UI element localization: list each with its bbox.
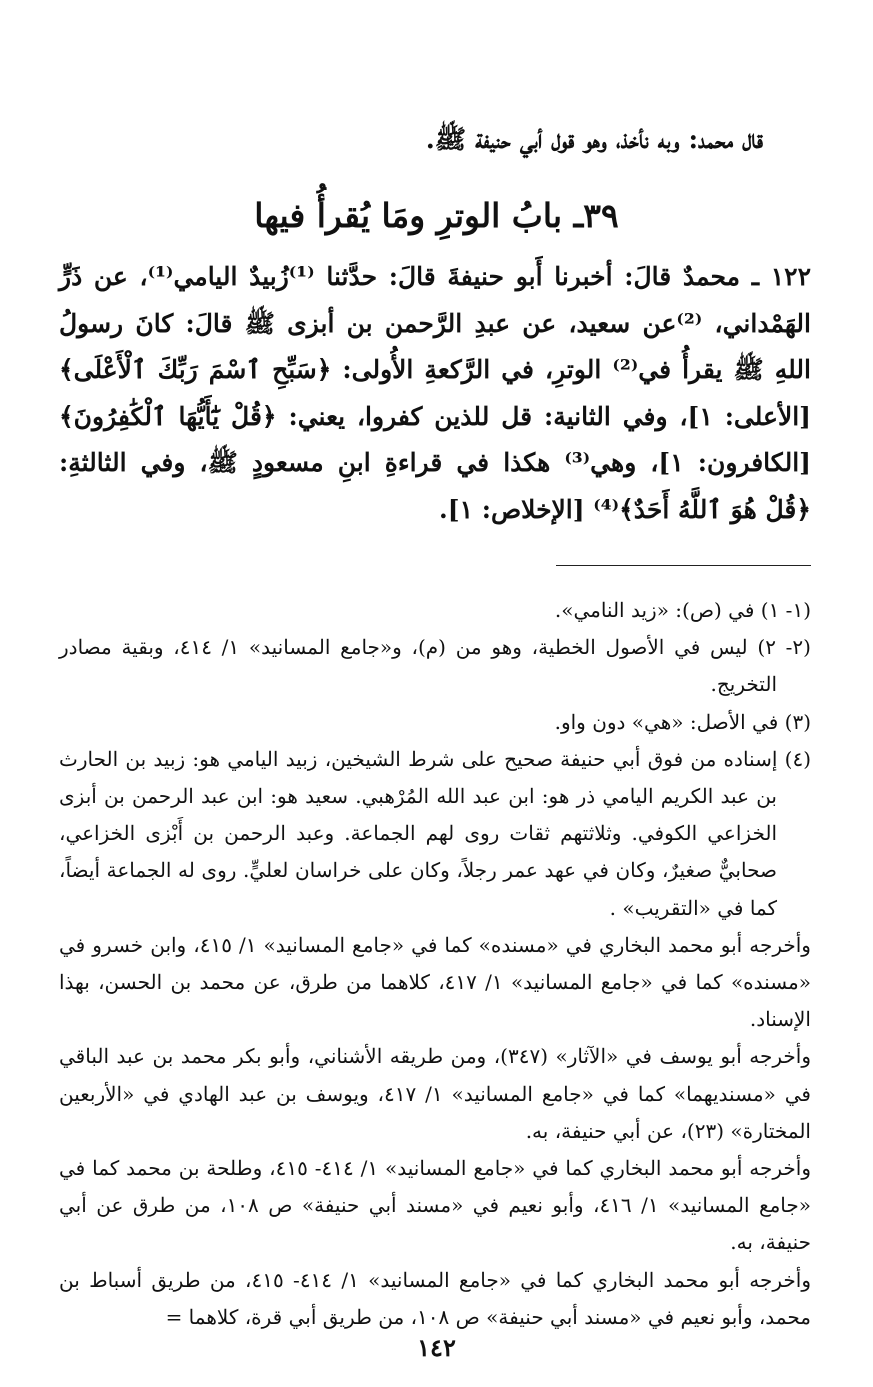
page-number: ١٤٢ — [417, 1333, 456, 1362]
footnote-paragraph: وأخرجه أبو محمد البخاري كما في «جامع المسانيد» ١/ ٤١٤- ٤١٥، من طريق أسباط بن محمد، وأبو نعيم في «مسند أبي حنيفة» ص ١٠٨، من طريق أبي قرة، كلاهما = — [59, 1267, 811, 1329]
footnote-divider — [556, 565, 811, 566]
chapter-heading: ٣٩ـ بابُ الوترِ ومَا يُقرأُ فيها — [254, 196, 619, 235]
footnote-3: (٣) في الأصل: «هي» دون واو. — [554, 709, 811, 734]
footnote-1: (١- ١) في (ص): «زيد النامي». — [554, 598, 811, 622]
footnote-4: (٤) إسناده من فوق أبي حنيفة صحيح على شرط الشيخين، زبيد اليامي هو: زبيد بن الحارث بن عبد الكريم اليامي ذر هو: ابن عبد الله المُرْهبي. سعيد هو: ابن عبد الرحمن بن أبزى الخزاعي الكوفي. وثلاثتهم ثقات روى لهم الجماعة. وعبد الرحمن بن أَبْزى الخزاعي، صحابيٌّ صغيرٌ، وكان في عهد عمر رجلاً، وكان على خراسان لعليٍّ. روى له الجماعة أيضاً، كما في «التقريب» . — [59, 746, 811, 920]
footnotes — [59, 592, 811, 1336]
footnote-paragraph: وأخرجه أبو يوسف في «الآثار» (٣٤٧)، ومن طريقه الأشناني، وأبو بكر محمد بن عبد الباقي في «مسنديهما» كما في «جامع المسانيد» ١/ ٤١٧، ويوسف بن عبد الهادي في «الأربعين المختارة» (٢٣)، عن أبي حنيفة، به. — [59, 1044, 811, 1143]
footnote-2: (٢- ٢) ليس في الأصول الخطية، وهو من (م)، و«جامع المسانيد» ١/ ٤١٤، وبقية مصادر التخريج. — [59, 635, 811, 697]
footnote-paragraph: وأخرجه أبو محمد البخاري في «مسنده» كما في «جامع المسانيد» ١/ ٤١٥، وابن خسرو في «مسنده» كما في «جامع المسانيد» ١/ ٤١٧، كلاهما من طرق، عن محمد بن الحسن، بهذا الإسناد. — [59, 932, 811, 1032]
hadith-paragraph — [59, 254, 811, 533]
intro-line: قال محمد: وبه نأخذ، وهو قول أبي حنيفة ﷺ. — [425, 125, 763, 155]
hadith-number: ١٢٢ ـ — [751, 262, 812, 291]
footnote-paragraph: وأخرجه أبو محمد البخاري كما في «جامع المسانيد» ١/ ٤١٤- ٤١٥، وطلحة بن محمد كما في «جامع المسانيد» ١/ ٤١٦، وأبو نعيم في «مسند أبي حنيفة» ص ١٠٨، من طرق عن أبي حنيفة، به. — [59, 1156, 811, 1255]
hadith-text: محمدٌ قالَ: أخبرنا أَبو حنيفةَ قالَ: حدَّثنا ⁽¹⁾زُبيدٌ اليامي⁽¹⁾، عن ذَرٍّ الهَمْداني، ⁽²⁾عن سعيد، عن عبدِ الرَّحمن بن أبزى ﷺ قالَ: كانَ رسولُ اللهِ ﷺ يقرأُ في⁽²⁾ الوترِ، في الرَّكعةِ الأُولى: ﴿سَبِّحِ ٱسْمَ رَبِّكَ ٱلْأَعْلَى﴾ [الأعلى: ١]، وفي الثانية: قل للذين كفروا، يعني: ﴿قُلْ يَٰٓأَيُّهَا ٱلْكَٰفِرُونَ﴾ [الكافرون: ١]، وهي⁽³⁾ هكذا في قراءةِ ابنِ مسعودٍ ﷺ، وفي الثالثةِ: ﴿قُلْ هُوَ ٱللَّهُ أَحَدٌ﴾⁽⁴⁾ [الإخلاص: ١]. — [59, 262, 811, 524]
